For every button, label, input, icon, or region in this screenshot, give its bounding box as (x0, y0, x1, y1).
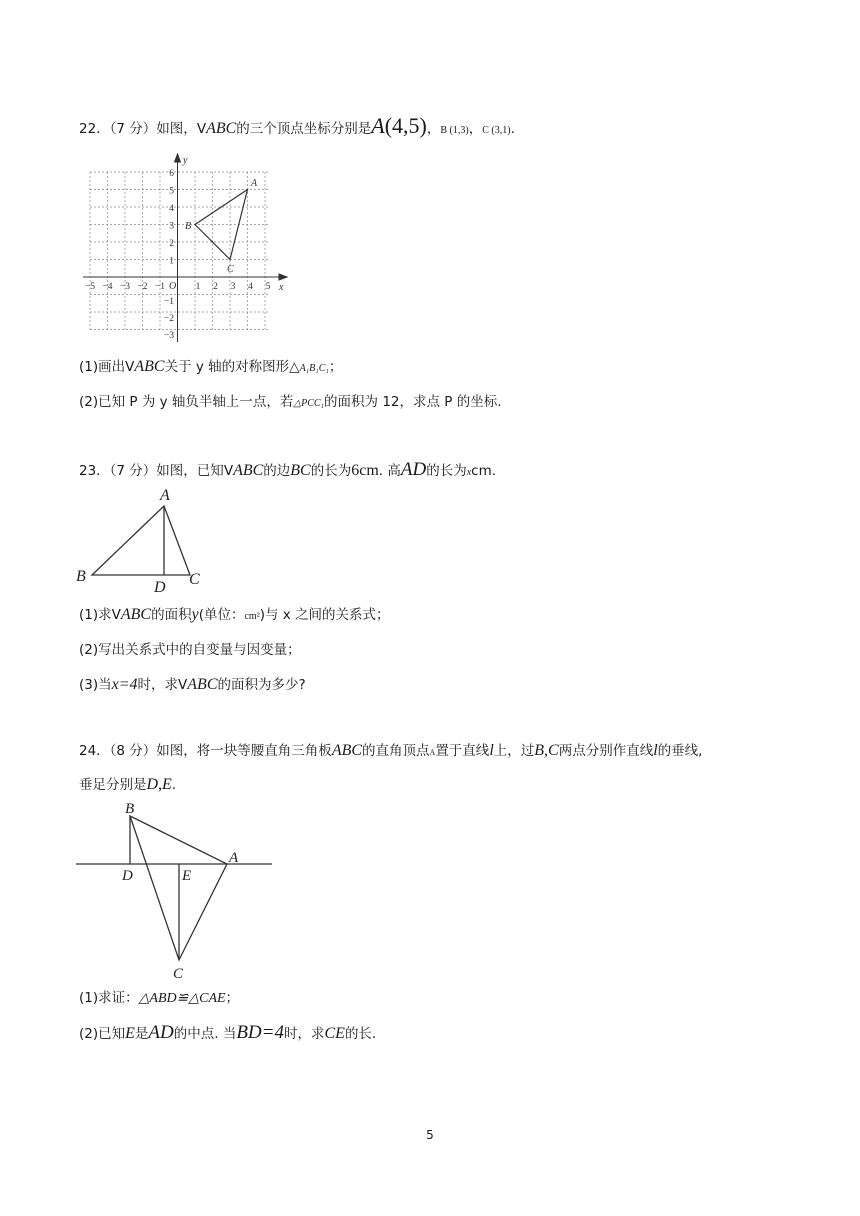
y-tick-label: −3 (163, 331, 174, 341)
q24-part2: (2)已知E是AD的中点. 当BD=4时，求CE的长. (79, 1022, 377, 1043)
label-a: A (229, 850, 239, 866)
y-tick-label: −2 (163, 314, 174, 324)
label-a: A (160, 487, 170, 504)
q24-stem-line1: 24．（8 分）如图，将一块等腰直角三角板ABC的直角顶点A置于直线l上，过B,C两点分别作直线l的垂线, (79, 742, 703, 759)
q23-part3: (3)当x=4时，求VABC的面积为多少? (79, 676, 306, 693)
x-tick-label: 4 (248, 282, 253, 292)
x-tick-label: −3 (119, 282, 131, 292)
q24-triangle-figure (72, 800, 282, 985)
label-c: C (189, 571, 200, 588)
label-b: B (125, 801, 135, 817)
q22-coordinate-figure (75, 152, 295, 348)
y-tick-label: 4 (169, 204, 174, 214)
q23-stem: 23．（7 分）如图，已知VABC的边BC的长为6cm. 高AD的长为xcm. (79, 459, 497, 480)
point-b-label: B (185, 221, 192, 232)
y-tick-label: 2 (169, 239, 174, 249)
x-tick-label: −4 (102, 282, 113, 292)
q22-stem: 22．（7 分）如图，VABC的三个顶点坐标分别是A(4,5)，B (1,3)，C (3,1). (79, 113, 515, 138)
x-tick-label: −5 (84, 282, 96, 292)
q23-triangle-figure (72, 484, 212, 596)
label-d: D (154, 579, 166, 596)
label-c: C (173, 966, 184, 982)
y-tick-label: 5 (169, 186, 174, 197)
q24-stem-line2: 垂足分别是D,E. (79, 776, 177, 793)
q24-part1: (1)求证：△ABD≌△CAE； (79, 990, 240, 1006)
y-tick-label: −1 (163, 297, 174, 307)
x-tick-label: −1 (154, 282, 166, 292)
y-axis-label: y (183, 155, 188, 166)
y-tick-label: 6 (169, 169, 174, 179)
label-b: B (76, 568, 86, 585)
label-e: E (182, 868, 192, 884)
q22-part2: (2)已知 P 为 y 轴负半轴上一点，若△PCC₁的面积为 12，求点 P 的坐标. (79, 394, 502, 410)
origin-label: O (169, 281, 177, 292)
x-tick-label: 1 (195, 282, 201, 292)
q23-part1: (1)求VABC的面积y(单位：cm²)与 x 之间的关系式； (79, 606, 390, 623)
x-tick-label: −2 (137, 282, 148, 292)
y-tick-label: 1 (169, 256, 174, 267)
y-tick-label: 3 (169, 221, 174, 232)
x-axis-label: x (279, 282, 284, 293)
point-a-label: A (251, 178, 258, 189)
q23-part2: (2)写出关系式中的自变量与因变量； (79, 642, 301, 658)
q22-part1: (1)画出VABC关于 y 轴的对称图形△A₁B₁C₁； (79, 358, 343, 375)
x-tick-label: 2 (213, 282, 218, 292)
point-c-label: C (227, 264, 234, 275)
x-tick-label: 5 (265, 282, 271, 292)
x-tick-label: 3 (230, 282, 236, 292)
label-d: D (122, 868, 133, 884)
page-number: 5 (426, 1128, 434, 1142)
